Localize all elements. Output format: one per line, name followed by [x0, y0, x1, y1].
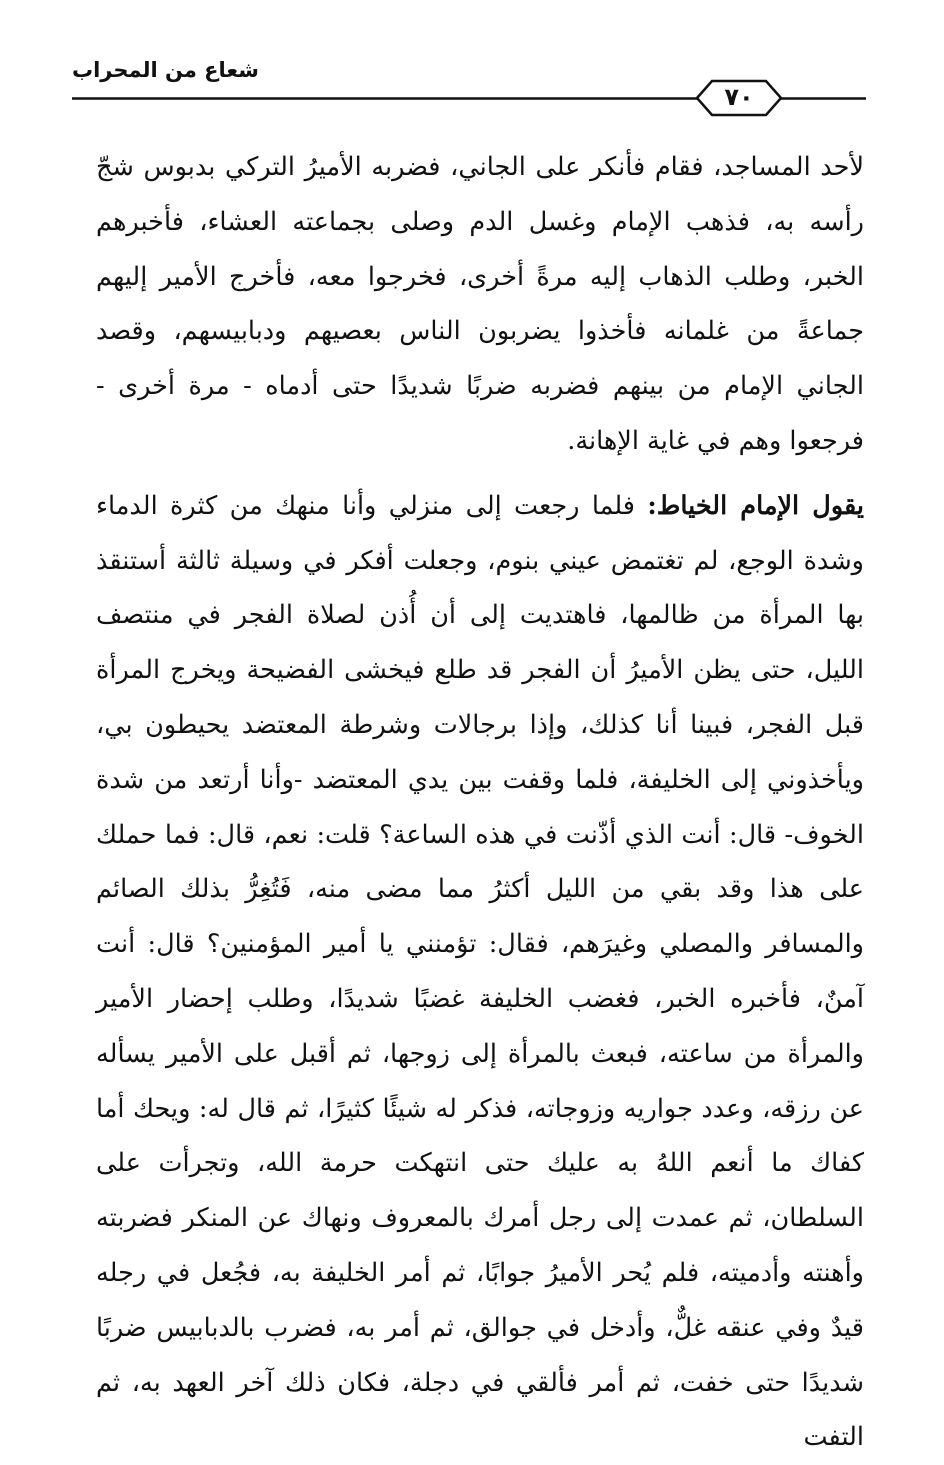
header-rule — [0, 97, 944, 121]
paragraph — [96, 140, 864, 469]
book-title: شعاع من المحراب — [72, 58, 259, 82]
page-number: ٧٠ — [724, 83, 754, 111]
page-header — [0, 0, 944, 130]
speaker-label: يقول الإمام الخياط: — [647, 490, 864, 521]
paragraph-text: لأحد المساجد، فقام فأنكر على الجاني، فضربه الأميرُ التركي بدبوس شجّ رأسه به، فذهب الإمام وغسل الدم وصلى بجماعته العشاء، فأخبرهم الخبر، وطلب الذهاب إليه مرةً أخرى، فخرجوا معه، فأخرج الأمير إليهم جماعةً من غلمانه فأخذوا يضربون الناس بعصيهم ودبابيسهم، وقصد الجاني الإمام من بينهم فضربه ضربًا شديدًا حتى أدماه - مرة أخرى - فرجعوا وهم في غاية الإهانة. — [96, 152, 864, 456]
page-body — [96, 140, 864, 1465]
paragraph — [96, 479, 864, 1465]
paragraph-text: فلما رجعت إلى منزلي وأنا منهك من كثرة الدماء وشدة الوجع، لم تغتمض عيني بنوم، وجعلت أفكر في وسيلة ثالثة أستنقذ بها المرأة من ظالمها، فاهتديت إلى أن أُذن لصلاة الفجر في منتصف الليل، حتى يظن الأميرُ أن الفجر قد طلع فيخشى الفضيحة ويخرج المرأة قبل الفجر، فبينا أنا كذلك، وإذا برجالات وشرطة المعتضد يحيطون بي، ويأخذوني إلى الخليفة، فلما وقفت بين يدي المعتضد -وأنا أرتعد من شدة الخوف- قال: أنت الذي أذّنت في هذه الساعة؟ قلت: نعم، قال: فما حملك على هذا وقد بقي من الليل أكثرُ مما مضى منه، فَتُغِرُّ بذلك الصائم والمسافر والمصلي وغيرَهم، فقال: تؤمنني يا أمير المؤمنين؟ قال: أنت آمنٌ، فأخبره الخبر، فغضب الخليفة غضبًا شديدًا، وطلب إحضار الأمير والمرأة من ساعته، فبعث بالمرأة إلى زوجها، ثم أقبل على الأمير يسأله عن رزقه، وعدد جواريه وزوجاته، فذكر له شيئًا كثيرًا، ثم قال له: ويحك أما كفاك ما أنعم اللهُ به عليك حتى انتهكت حرمة الله، وتجرأت على السلطان، ثم عمدت إلى رجل أمرك بالمعروف ونهاك عن المنكر فضربته وأهنته وأدميته، فلم يُحر الأميرُ جوابًا، ثم أمر الخليفة به، فجُعل في رجله قيدٌ وفي عنقه غلٌّ، وأدخل في جوالق، ثم أمر به، فضرب بالدبابيس ضربًا شديدًا حتى خفت، ثم أمر فألقي في دجلة، فكان ذلك آخر العهد به، ثم التفت — [96, 490, 864, 1453]
